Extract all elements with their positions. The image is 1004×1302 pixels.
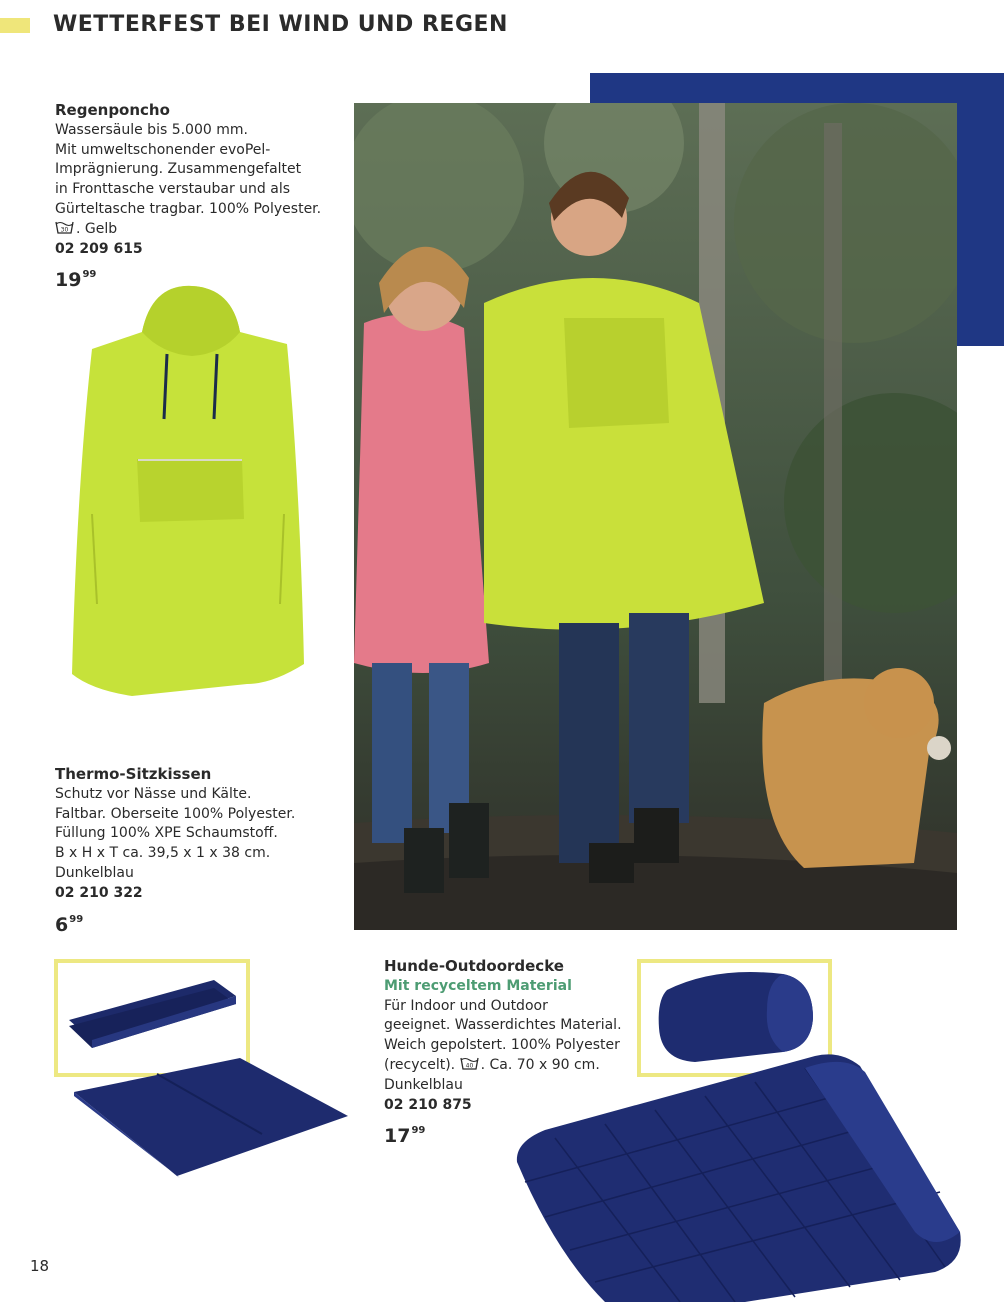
product-code: 02 210 875	[384, 1096, 472, 1113]
wash-temp: 40	[465, 1062, 473, 1070]
product-desc-line: Schutz vor Nässe und Kälte.	[55, 785, 252, 802]
product-name: Thermo-Sitzkissen	[55, 765, 212, 783]
blanket-open-image	[515, 1052, 965, 1302]
product-color: . Gelb	[76, 220, 118, 237]
product-price	[55, 908, 345, 937]
price-cents: 99	[69, 913, 84, 925]
price-main: 6	[55, 913, 69, 936]
product-desc-line: Für Indoor und Outdoor	[384, 997, 548, 1014]
product-desc-line: geeignet. Wasserdichtes Material.	[384, 1017, 622, 1034]
price-cents: 99	[411, 1125, 426, 1137]
title-accent-bar	[0, 18, 30, 33]
wash-40-icon	[460, 1056, 479, 1071]
product-regenponcho	[55, 101, 335, 292]
product-name: Regenponcho	[55, 101, 170, 119]
product-desc-line: Gürteltasche tragbar. 100% Polyester.	[55, 200, 322, 217]
wash-30-icon	[55, 220, 74, 235]
cushion-folded-image	[64, 978, 239, 1058]
wash-temp: 30	[60, 226, 69, 234]
price-main: 17	[384, 1125, 411, 1148]
product-desc-line: Mit umweltschonender evoPel-	[55, 141, 271, 158]
product-color-line	[55, 220, 335, 240]
product-desc-line: in Fronttasche verstaubar und als	[55, 181, 291, 198]
product-desc-line: Füllung 100% XPE Schaumstoff.	[55, 825, 278, 842]
cushion-open-image	[72, 1056, 350, 1178]
page-number: 18	[30, 1257, 50, 1275]
poncho-product-image	[72, 284, 304, 700]
price-main: 19	[55, 269, 82, 292]
product-desc-line: Faltbar. Oberseite 100% Polyester.	[55, 805, 296, 822]
lifestyle-photo	[354, 103, 957, 930]
product-desc-text: (recycelt).	[384, 1056, 456, 1073]
product-thermo-sitzkissen	[55, 765, 345, 937]
product-color: Dunkelblau	[384, 1076, 463, 1093]
product-desc-text: . Ca. 70 x 90 cm.	[480, 1056, 600, 1073]
product-desc-line: B x H x T ca. 39,5 x 1 x 38 cm.	[55, 845, 271, 862]
blanket-rolled-image	[655, 968, 817, 1064]
product-desc-line: Imprägnierung. Zusammengefaltet	[55, 161, 302, 178]
product-code: 02 210 322	[55, 884, 143, 901]
product-desc-line: Wassersäule bis 5.000 mm.	[55, 121, 248, 138]
product-desc-line: Dunkelblau	[55, 864, 134, 881]
price-cents: 99	[82, 269, 97, 281]
product-desc-line: Weich gepolstert. 100% Polyester	[384, 1037, 620, 1054]
product-subtitle: Mit recyceltem Material	[384, 977, 572, 994]
product-name: Hunde-Outdoordecke	[384, 957, 564, 975]
page-title: WETTERFEST BEI WIND UND REGEN	[53, 12, 508, 37]
product-code: 02 209 615	[55, 240, 143, 257]
